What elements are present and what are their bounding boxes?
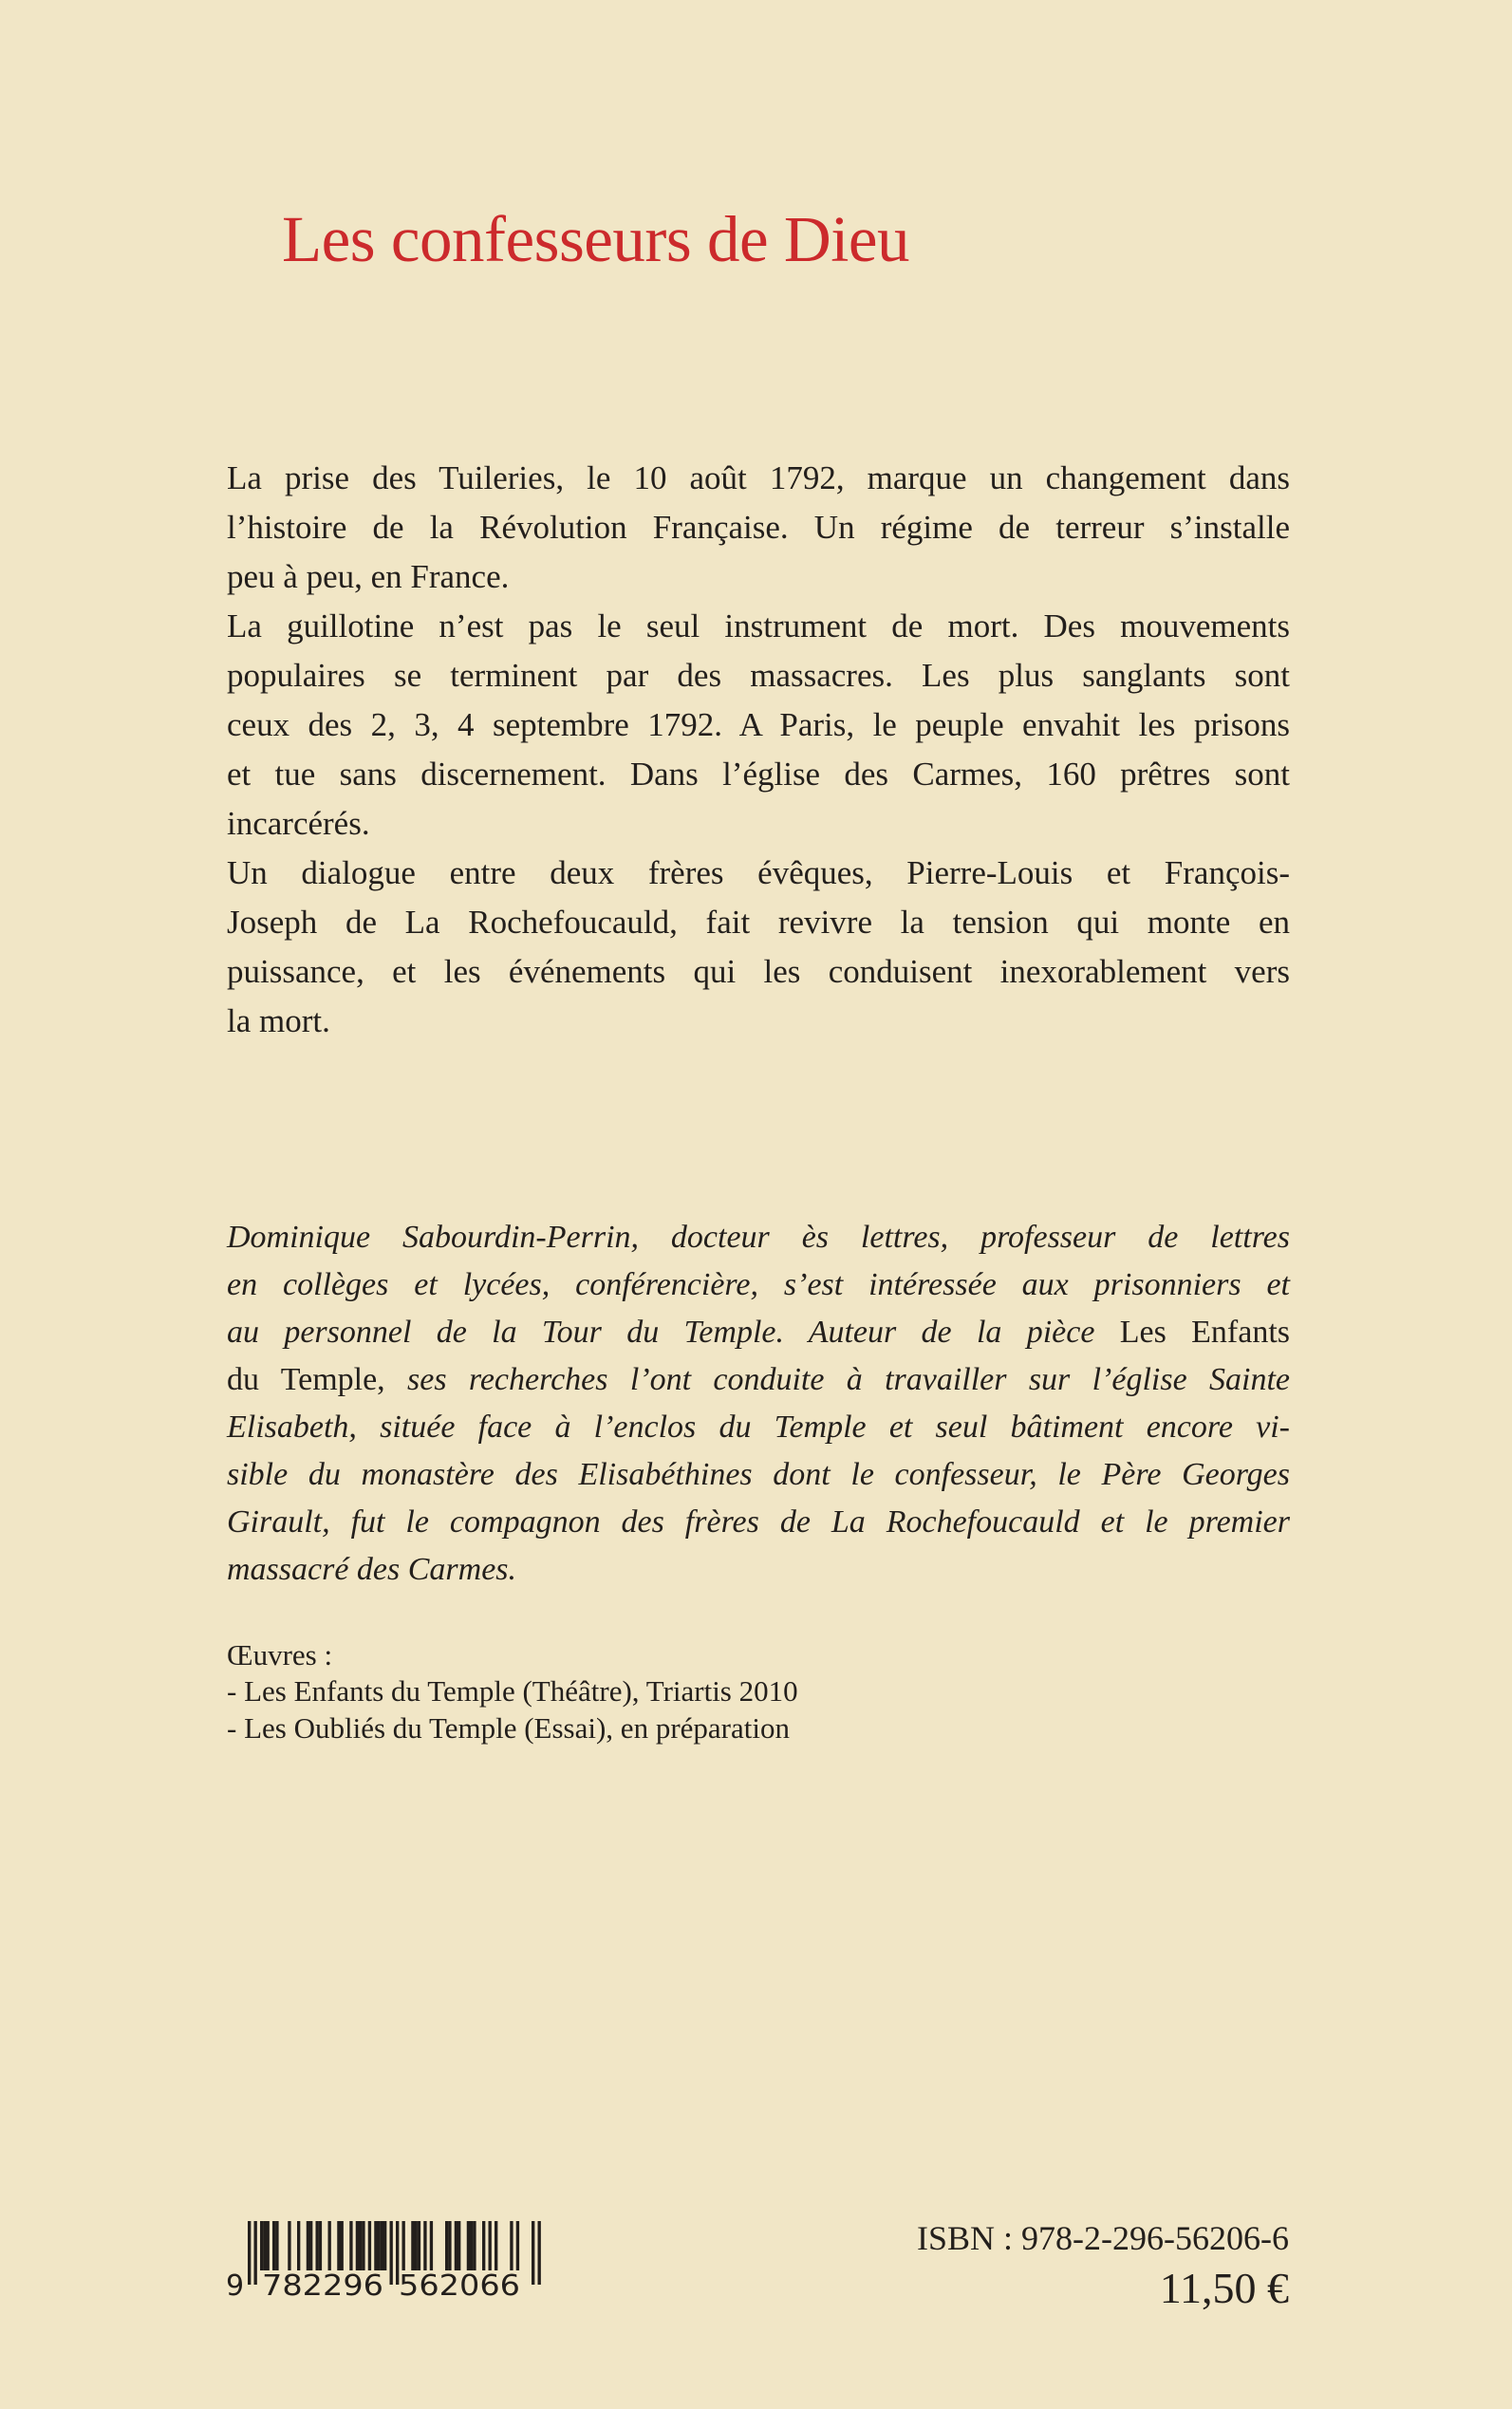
isbn-number: ISBN : 978-2-296-56206-6 <box>917 2219 1289 2257</box>
barcode-right-digits: 562066 <box>399 2269 520 2303</box>
summary-text-segment: peu à peu, en France. <box>227 558 510 595</box>
bio-text-segment: Girault, fut le compagnon des frères de La Rochefoucauld et le premier <box>227 1504 1290 1540</box>
bio-text-segment: au personnel de la Tour du Temple. Auteur de la pièce <box>227 1315 1120 1350</box>
summary-line <box>227 803 1290 852</box>
summary-line <box>227 556 1290 606</box>
bio-text-segment: Elisabeth, située face à l’enclos du Temple et seul bâtiment encore vi- <box>227 1410 1290 1445</box>
bio-line <box>227 1217 1290 1266</box>
summary-line <box>227 902 1290 951</box>
summary-line <box>227 606 1290 655</box>
bio-text-segment: du Temple, <box>227 1362 407 1397</box>
summary-text-segment: puissance, et les événements qui les conduisent inexorablement vers <box>227 953 1290 990</box>
summary-text-segment: ceux des 2, 3, 4 septembre 1792. A Paris, le peuple envahit les prisons <box>227 706 1290 743</box>
summary-text-segment: et tue sans discernement. Dans l’église des Carmes, 160 prêtres sont <box>227 756 1290 793</box>
barcode-first-digit: 9 <box>226 2269 245 2303</box>
summary-text-segment: La guillotine n’est pas le seul instrument de mort. Des mouvements <box>227 607 1290 644</box>
bio-text-segment: Les Enfants <box>1119 1315 1290 1350</box>
bio-text-segment: massacré des Carmes. <box>227 1552 517 1587</box>
summary-line <box>227 1000 1290 1050</box>
summary-line <box>227 655 1290 704</box>
summary-text-segment: l’histoire de la Révolution Française. Un régime de terreur s’installe <box>227 509 1290 546</box>
summary-text-segment: incarcérés. <box>227 805 370 842</box>
barcode-left-digits: 782296 <box>262 2269 383 2303</box>
bio-text-segment: en collèges et lycées, conférencière, s’est intéressée aux prisonniers et <box>227 1267 1290 1302</box>
price: 11,50 € <box>1159 2264 1289 2312</box>
summary-text-segment: la mort. <box>227 1002 330 1039</box>
bio-line <box>227 1312 1290 1361</box>
summary-line <box>227 704 1290 754</box>
bio-line <box>227 1407 1290 1456</box>
works-item: - Les Enfants du Temple (Théâtre), Triartis 2010 <box>227 1674 798 1708</box>
bio-text-segment: Dominique Sabourdin-Perrin, docteur ès lettres, professeur de lettres <box>227 1220 1290 1255</box>
summary-text-segment: Joseph de La Rochefoucauld, fait revivre la tension qui monte en <box>227 904 1290 941</box>
bio-line <box>227 1502 1290 1551</box>
summary-line <box>227 507 1290 556</box>
summary-line <box>227 852 1290 902</box>
bio-line <box>227 1264 1290 1314</box>
summary-text-segment: La prise des Tuileries, le 10 août 1792, marque un changement dans <box>227 459 1290 496</box>
summary-text-segment: populaires se terminent par des massacres. Les plus sanglants sont <box>227 657 1290 694</box>
bio-line <box>227 1359 1290 1409</box>
bio-line <box>227 1454 1290 1503</box>
works-item: - Les Oubliés du Temple (Essai), en préparation <box>227 1711 790 1745</box>
book-title: Les confesseurs de Dieu <box>282 203 910 275</box>
summary-line <box>227 458 1290 507</box>
ean13-barcode <box>224 2219 547 2305</box>
summary-text-segment: Un dialogue entre deux frères évêques, Pierre-Louis et François- <box>227 854 1290 891</box>
summary-line <box>227 754 1290 803</box>
works-heading: Œuvres : <box>227 1638 333 1671</box>
bio-text-segment: sible du monastère des Elisabéthines dont le confesseur, le Père Georges <box>227 1457 1290 1492</box>
bio-text-segment: ses recherches l’ont conduite à travailler sur l’église Sainte <box>407 1362 1290 1397</box>
summary-line <box>227 951 1290 1000</box>
bio-line <box>227 1549 1290 1598</box>
